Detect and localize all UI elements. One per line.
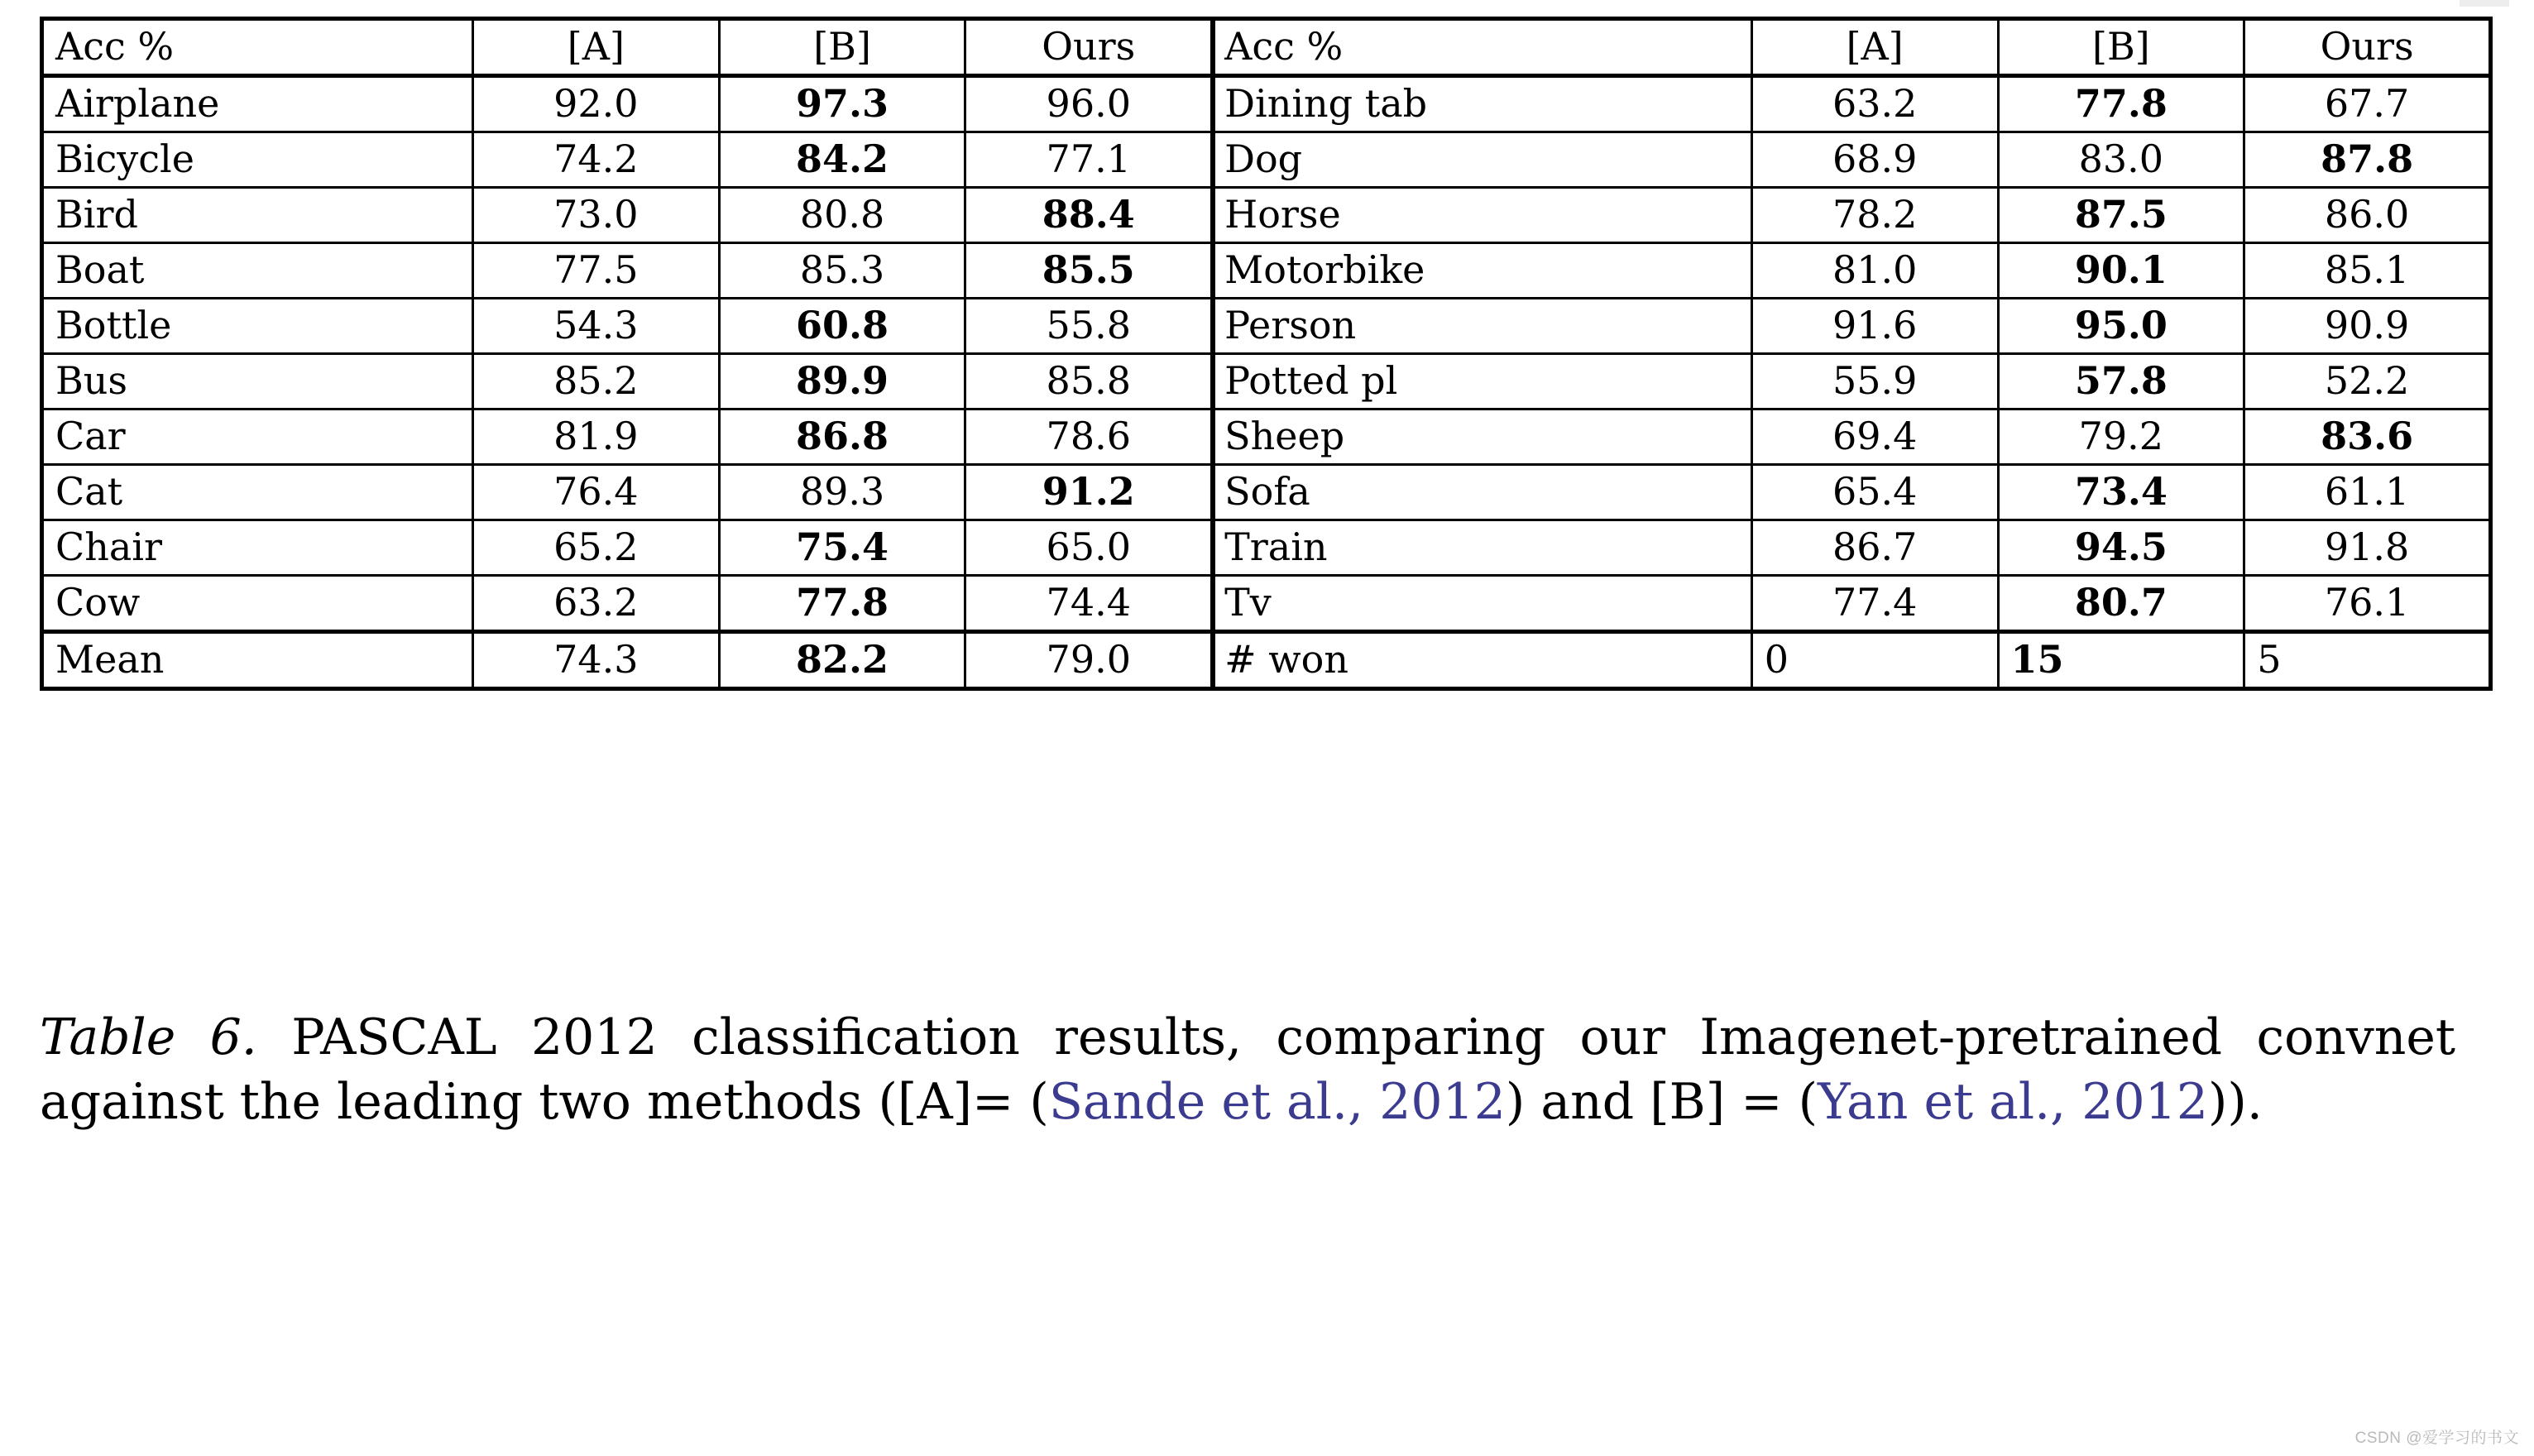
row-label-left: Cow: [42, 576, 473, 632]
summary-b-left: 82.2: [719, 632, 965, 689]
cell-ours-right: 83.6: [2244, 410, 2491, 465]
row-label-right: Sheep: [1212, 410, 1752, 465]
watermark-text: CSDN @爱学习的书文: [2354, 1430, 2519, 1447]
caption-part-1: PASCAL 2012 classification results, comparing our Imagenet-pretrained convnet against the leading two methods ([A]= (: [40, 1008, 2455, 1131]
table-row: [42, 410, 2491, 465]
row-label-right: Sofa: [1212, 465, 1752, 520]
summary-label-right: # won: [1212, 632, 1752, 689]
cell-b-left: 77.8: [719, 576, 965, 632]
cell-ours-right: 67.7: [2244, 76, 2491, 132]
header-acc-right: Acc %: [1212, 19, 1752, 76]
cell-a-left: 85.2: [473, 354, 720, 410]
header-ours-right: Ours: [2244, 19, 2491, 76]
cell-b-right: 90.1: [1998, 243, 2244, 299]
cell-b-right: 57.8: [1998, 354, 2244, 410]
cell-ours-right: 86.0: [2244, 188, 2491, 243]
summary-ours-right: 5: [2244, 632, 2491, 689]
cell-a-left: 74.2: [473, 132, 720, 188]
summary-label-left: Mean: [55, 637, 165, 682]
cell-ours-right: 61.1: [2244, 465, 2491, 520]
cell-a-left: 81.9: [473, 410, 720, 465]
cell-a-right: 63.2: [1751, 76, 1998, 132]
header-ours-left: Ours: [965, 19, 1212, 76]
cell-b-right: 79.2: [1998, 410, 2244, 465]
cell-ours-right: 52.2: [2244, 354, 2491, 410]
cell-ours-left: 96.0: [965, 76, 1212, 132]
cell-ours-right: 87.8: [2244, 132, 2491, 188]
cell-b-right: 87.5: [1998, 188, 2244, 243]
cell-ours-left: 65.0: [965, 520, 1212, 576]
table-6-container: [40, 17, 2493, 691]
table-row: [42, 132, 2491, 188]
cell-b-right: 80.7: [1998, 576, 2244, 632]
cell-a-right: 65.4: [1751, 465, 1998, 520]
cell-b-left: 80.8: [719, 188, 965, 243]
cell-b-left: 89.3: [719, 465, 965, 520]
table-caption: [40, 1005, 2455, 1134]
table-row: [42, 243, 2491, 299]
results-table: [40, 17, 2493, 691]
cell-a-right: 86.7: [1751, 520, 1998, 576]
cell-ours-right: 91.8: [2244, 520, 2491, 576]
cell-a-left: 73.0: [473, 188, 720, 243]
cell-ours-right: 90.9: [2244, 299, 2491, 354]
summary-b-right: 15: [1998, 632, 2244, 689]
row-label-left: Bottle: [42, 299, 473, 354]
cell-b-right: 95.0: [1998, 299, 2244, 354]
cell-b-right: 94.5: [1998, 520, 2244, 576]
caption-table-label: Table 6.: [40, 1008, 257, 1066]
summary-ours-left: 79.0: [965, 632, 1212, 689]
cell-b-left: 89.9: [719, 354, 965, 410]
cell-a-right: 78.2: [1751, 188, 1998, 243]
header-a-left: [A]: [473, 19, 720, 76]
table-summary-row: [42, 632, 2491, 689]
cell-b-right: 73.4: [1998, 465, 2244, 520]
cell-a-right: 68.9: [1751, 132, 1998, 188]
row-label-left: Car: [42, 410, 473, 465]
row-label-left: Cat: [42, 465, 473, 520]
cell-a-right: 55.9: [1751, 354, 1998, 410]
cell-a-right: 91.6: [1751, 299, 1998, 354]
row-label-left: Boat: [42, 243, 473, 299]
table-row: [42, 354, 2491, 410]
citation-sande[interactable]: Sande et al., 2012: [1048, 1073, 1506, 1131]
cell-ours-right: 85.1: [2244, 243, 2491, 299]
row-label-right: Tv: [1212, 576, 1752, 632]
row-label-left: Airplane: [42, 76, 473, 132]
cell-ours-left: 74.4: [965, 576, 1212, 632]
table-header-row: [42, 19, 2491, 76]
table-row: [42, 576, 2491, 632]
row-label-right: Train: [1212, 520, 1752, 576]
cell-b-left: 60.8: [719, 299, 965, 354]
row-label-left: Bicycle: [42, 132, 473, 188]
header-a-right: [A]: [1751, 19, 1998, 76]
cell-b-left: 75.4: [719, 520, 965, 576]
summary-a-right: 0: [1751, 632, 1998, 689]
cell-ours-left: 91.2: [965, 465, 1212, 520]
cell-b-right: 83.0: [1998, 132, 2244, 188]
cell-b-left: 85.3: [719, 243, 965, 299]
row-label-right: Dining tab: [1212, 76, 1752, 132]
page-corner-mark: [2460, 0, 2509, 7]
cell-ours-left: 85.5: [965, 243, 1212, 299]
cell-a-right: 77.4: [1751, 576, 1998, 632]
row-label-left: Bus: [42, 354, 473, 410]
table-row: [42, 465, 2491, 520]
citation-yan[interactable]: Yan et al., 2012: [1818, 1073, 2209, 1131]
cell-a-left: 77.5: [473, 243, 720, 299]
table-row: [42, 76, 2491, 132]
header-b-right: [B]: [1998, 19, 2244, 76]
cell-ours-left: 55.8: [965, 299, 1212, 354]
table-row: [42, 188, 2491, 243]
cell-ours-right: 76.1: [2244, 576, 2491, 632]
cell-ours-left: 85.8: [965, 354, 1212, 410]
header-acc-left: Acc %: [42, 19, 473, 76]
table-row: [42, 299, 2491, 354]
cell-a-left: 63.2: [473, 576, 720, 632]
cell-b-left: 86.8: [719, 410, 965, 465]
row-label-left: Chair: [42, 520, 473, 576]
cell-b-left: 84.2: [719, 132, 965, 188]
caption-part-2: ) and [B] = (: [1505, 1073, 1818, 1131]
row-label-right: Person: [1212, 299, 1752, 354]
row-label-right: Horse: [1212, 188, 1752, 243]
cell-b-right: 77.8: [1998, 76, 2244, 132]
cell-a-right: 69.4: [1751, 410, 1998, 465]
cell-ours-left: 78.6: [965, 410, 1212, 465]
row-label-right: Dog: [1212, 132, 1752, 188]
row-label-right: Potted pl: [1212, 354, 1752, 410]
cell-a-left: 65.2: [473, 520, 720, 576]
summary-a-left: 74.3: [473, 632, 720, 689]
row-label-right: Motorbike: [1212, 243, 1752, 299]
cell-a-left: 54.3: [473, 299, 720, 354]
cell-a-left: 76.4: [473, 465, 720, 520]
row-label-left: Bird: [42, 188, 473, 243]
cell-ours-left: 88.4: [965, 188, 1212, 243]
cell-a-right: 81.0: [1751, 243, 1998, 299]
header-b-left: [B]: [719, 19, 965, 76]
caption-part-3: )).: [2208, 1073, 2263, 1131]
cell-b-left: 97.3: [719, 76, 965, 132]
cell-ours-left: 77.1: [965, 132, 1212, 188]
cell-a-left: 92.0: [473, 76, 720, 132]
table-row: [42, 520, 2491, 576]
